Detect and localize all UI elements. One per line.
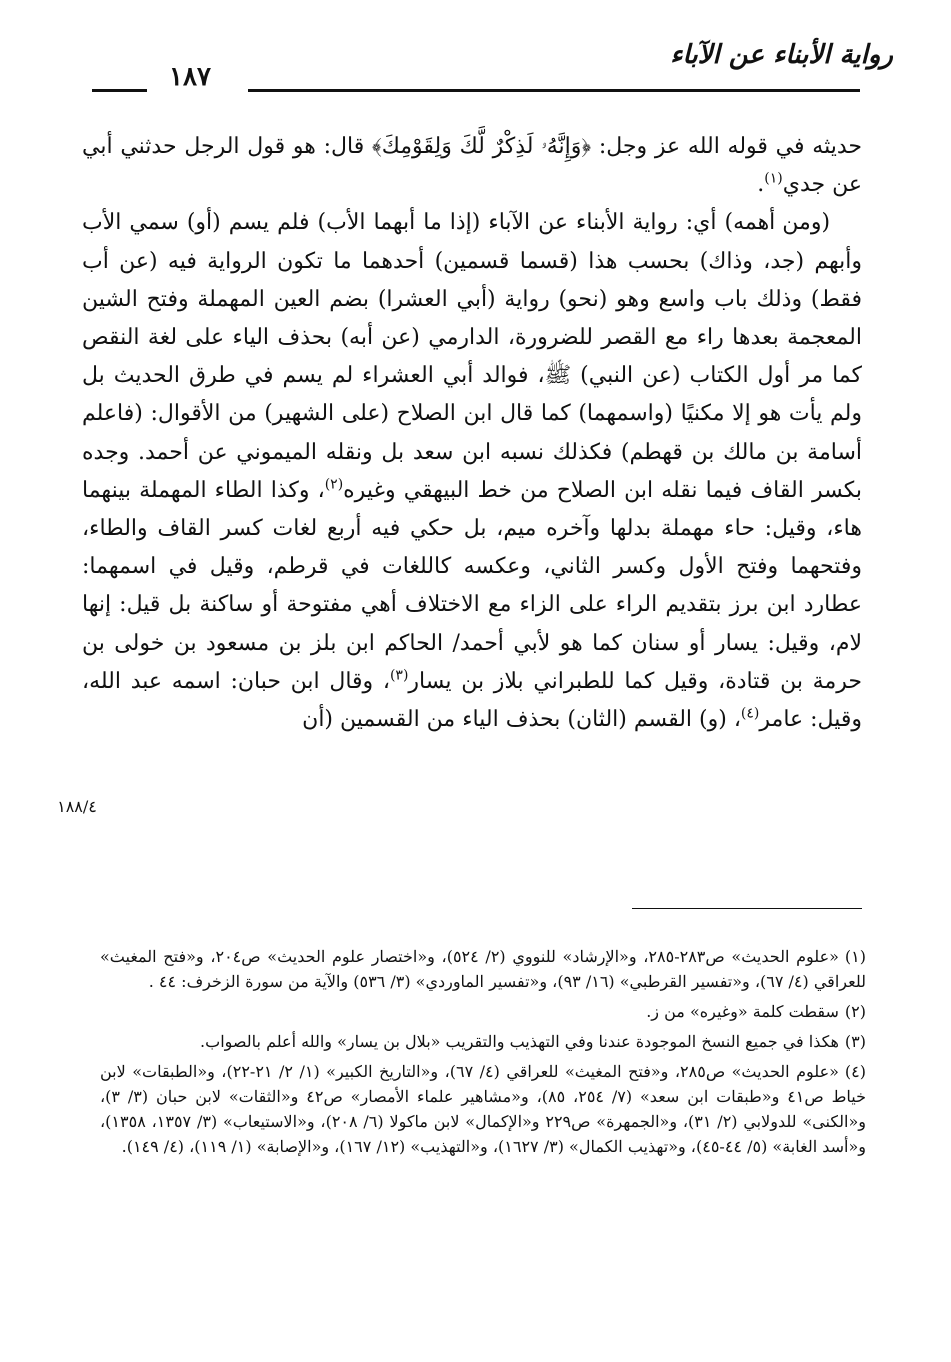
- footnote-number: (٤): [844, 1062, 866, 1081]
- paragraph-text: ، وقال ابن حبان: اسمه عبد الله، وقيل: عامر: [82, 668, 862, 733]
- footnote-rule: [632, 908, 862, 909]
- footnote-ref[interactable]: (٣): [389, 667, 409, 684]
- paragraph: حديثه في قوله الله عز وجل: ﴿وَإِنَّهُۥ لَذِكْرٌ لَّكَ وَلِقَوْمِكَ﴾ قال: هو قول الرجل حدثني أبي عن جدي$^{(١)}$.: [82, 134, 862, 198]
- running-title: رواية الأبناء عن الآباء: [670, 40, 893, 70]
- footnote-text: سقطت كلمة «وغيره» من ز.: [646, 1002, 839, 1021]
- footnote-number: (٢): [844, 1002, 866, 1021]
- footnote-ref[interactable]: (٢): [324, 476, 344, 493]
- footnote-number: (٣): [844, 1032, 866, 1051]
- body-text: [82, 128, 862, 739]
- footnote-text: «علوم الحديث» ص٢٨٥، و«فتح المغيث» للعراقي (٤/ ٦٧)، و«التاريخ الكبير» (١/ ٢/ ٢١-٢٢)، و«الطبقات» لابن خياط ص٤١ و«طبقات ابن سعد» (٧/ ٢٥٤، ٨٥)، و«مشاهير علماء الأمصار» ص٤٢ و«الثقات» لابن حبان (٣/ ٣)، و«الكنى» للدولابي (٢/ ٣١)، و«الجمهرة» ص٢٢٩ و«الإكمال» لابن ماكولا (٦/ ٢٠٨)، و«الاستيعاب» (٣/ ١٣٥٧، ١٣٥٨)، و«أسد الغابة» (٥/ ٤٤-٤٥)، و«تهذيب الكمال» (٣/ ١٦٢٧)، و«التهذيب» (١٢/ ١٦٧)، و«الإصابة» (١/ ١١٩)، (٤/ ١٤٩).: [100, 1062, 866, 1156]
- paragraph: [82, 204, 862, 739]
- footnotes: [100, 944, 866, 1164]
- paragraph-text: ، (و) القسم (الثان) بحذف الياء من القسمين (أن: [302, 707, 741, 733]
- footnote: [100, 1059, 866, 1159]
- paragraph-text: (ومن أهمه) أي: رواية الأبناء عن الآباء (إذا ما أبهما الأب) فلم يسم (أو) سمي الأب وأبهم (جد، وذاك) بحسب هذا (قسما قسمين) أحدهما ما تكون الرواية فيه (عن أب فقط) وذلك باب واسع وهو (نحو) رواية (أبي العشرا) بضم العين المهملة وفتح الشين المعجمة بعدها راء مع القصر للضرورة، الدارمي (عن أبه) بحذف الياء على لغة النقص كما مر أول الكتاب (عن النبي) ﷺ، فوالد أبي العشراء لم يسم في طرق الحديث بل ولم يأت هو إلا مكنيًا (واسمهما) كما قال ابن الصلاح (على الشهير) من الأقوال: (فاعلم أسامة بن مالك بن قهطم) فكذلك نسبه ابن سعد بل ونقله الميموني عن أحمد. وجده بكسر القاف فيما نقله ابن الصلاح من خط البيهقي وغيره: [82, 210, 863, 503]
- footnote: [100, 944, 866, 994]
- margin-note: ١٨٨/٤: [57, 797, 97, 816]
- footnote-ref[interactable]: (٤): [740, 705, 760, 722]
- footnote-text: هكذا في جميع النسخ الموجودة عندنا وفي التهذيب والتقريب «بلال بن يسار» والله أعلم بالصواب.: [200, 1032, 839, 1051]
- page-number: ١٨٧: [169, 62, 211, 92]
- footnote: [100, 1029, 866, 1054]
- footnote-ref[interactable]: (١): [764, 170, 783, 187]
- paragraph-text: حديثه في قوله الله عز وجل: ﴿وَإِنَّهُۥ لَذِكْرٌ لَّكَ وَلِقَوْمِكَ﴾ قال: هو قول الرجل حدثني أبي عن جدي: [82, 134, 862, 198]
- header-rule-right: [248, 89, 860, 92]
- header-rule-left: [92, 89, 147, 92]
- footnote-text: «علوم الحديث» ص٢٨٣-٢٨٥، و«الإرشاد» للنووي (٢/ ٥٢٤)، و«اختصار علوم الحديث» ص٢٠٤، و«فتح المغيث» للعراقي (٤/ ٦٧)، و«تفسير القرطبي» (١٦/ ٩٣)، و«تفسير الماوردي» (٣/ ٥٣٦) والآية من سورة الزخرف: ٤٤ .: [100, 947, 866, 991]
- footnote-number: (١): [844, 947, 867, 966]
- footnote: [100, 999, 866, 1024]
- paragraph-text: ، وكذا الطاء المهملة بينهما هاء، وقيل: حاء مهملة بدلها وآخره ميم، بل حكي فيه أربع لغات كسر القاف والطاء، وفتحهما وفتح الأول وكسر الثاني، وعكسه كاللغات في قرطم، وقيل في اسمهما: عطارد ابن برز بتقديم الراء على الزاء مع الاختلاف أهي مفتوحة أو ساكنة بل قيل: إنها لام، وقيل: يسار أو سنان كما هو لأبي أحمد/ الحاكم ابن بلز بن مسعود بن خولى بن حرمة بن قتادة، وقيل كما للطبراني بلاز بن يسار: [82, 477, 862, 694]
